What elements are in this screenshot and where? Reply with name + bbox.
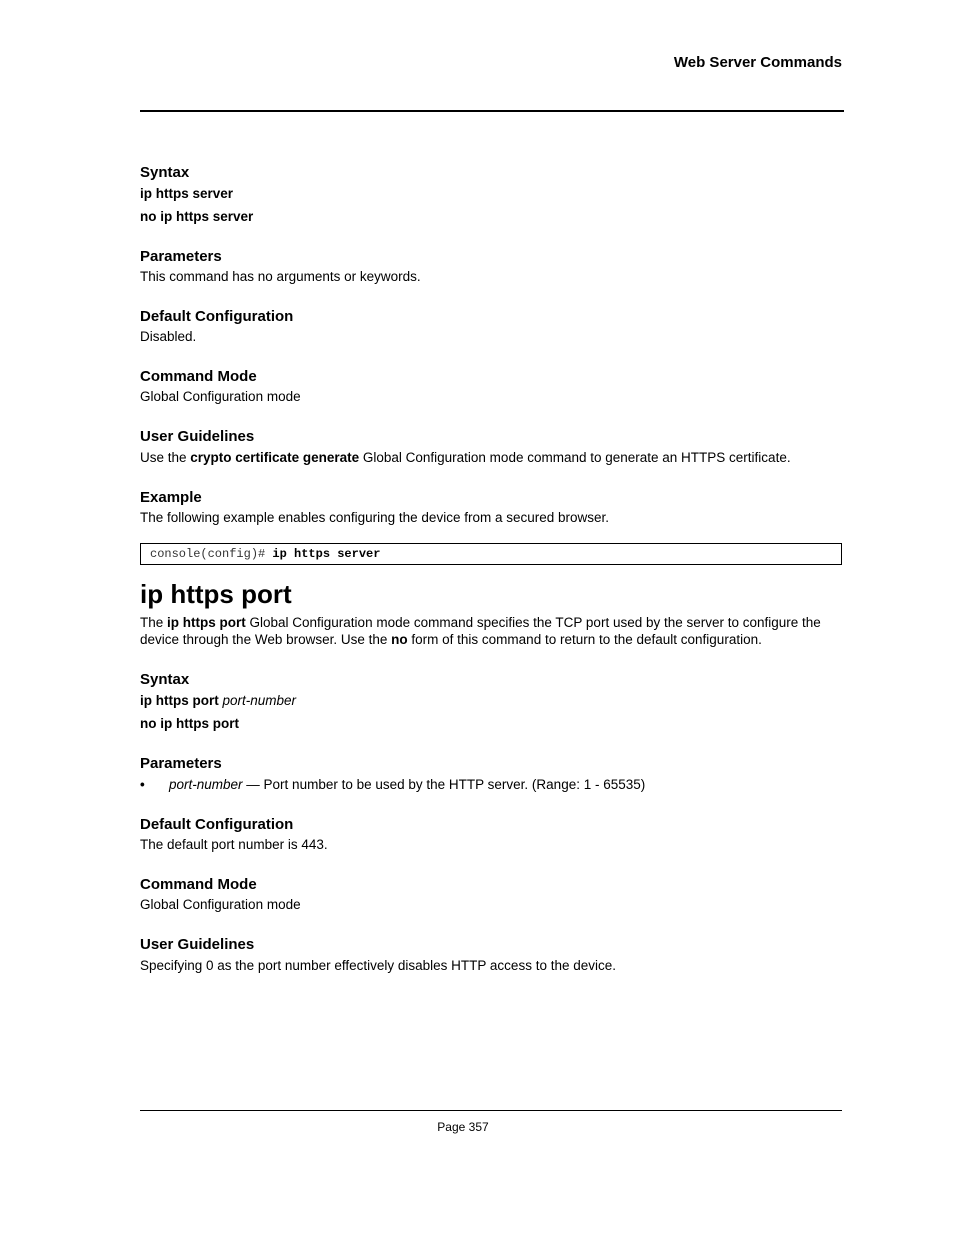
code-command: ip https server (272, 547, 381, 561)
text-run: form of this command to return to the default configuration. (407, 632, 762, 647)
user-guidelines-text (140, 449, 842, 466)
header-rule (140, 110, 844, 112)
command-mode-heading: Command Mode (140, 876, 257, 893)
parameters-heading: Parameters (140, 248, 222, 265)
page-number: Page 357 (437, 1120, 489, 1134)
code-prompt: console(config)# (150, 547, 273, 561)
syntax-line: no ip https port (140, 716, 239, 731)
bullet-icon: • (140, 777, 145, 792)
command-mode-heading: Command Mode (140, 368, 257, 385)
text-run: Global Configuration mode command specifies the TCP port used by the server to configure the device through the Web browser. Use the (140, 615, 821, 647)
text-run: Global Configuration mode command to generate an HTTPS certificate. (359, 450, 791, 465)
default-config-heading: Default Configuration (140, 308, 294, 325)
syntax-line: ip https server (140, 186, 234, 201)
command-mode-section (140, 876, 842, 913)
parameter-list-item (140, 776, 842, 793)
user-guidelines-text: Specifying 0 as the port number effectively disables HTTP access to the device. (140, 958, 616, 973)
user-guidelines-heading: User Guidelines (140, 936, 255, 953)
command-keyword: ip https port (140, 693, 219, 708)
command-mode-text: Global Configuration mode (140, 897, 301, 912)
text-run: The (140, 615, 168, 630)
command-title: ip https port (140, 579, 292, 609)
running-header: Web Server Commands (673, 54, 842, 71)
parameters-heading: Parameters (140, 755, 222, 772)
default-config-text: Disabled. (140, 329, 197, 344)
syntax-heading: Syntax (140, 671, 190, 688)
argument-name: port-number (222, 693, 297, 708)
example-heading: Example (140, 489, 202, 506)
syntax-section (140, 671, 842, 732)
default-config-section (140, 308, 842, 345)
parameter-text (169, 776, 645, 793)
text-run: Use the (140, 450, 191, 465)
default-config-heading: Default Configuration (140, 816, 294, 833)
command-description (140, 614, 842, 648)
command-mode-text: Global Configuration mode (140, 389, 301, 404)
example-text: The following example enables configuring the device from a secured browser. (140, 510, 610, 525)
example-section (140, 489, 842, 565)
argument-name: port-number (169, 777, 243, 792)
command-keyword: crypto certificate generate (190, 450, 360, 465)
syntax-line: no ip https server (140, 209, 254, 224)
syntax-section (140, 164, 842, 225)
page-content (140, 164, 842, 997)
parameters-section (140, 755, 842, 793)
parameters-section (140, 248, 842, 285)
command-keyword: ip https port (167, 615, 246, 630)
syntax-heading: Syntax (140, 164, 190, 181)
user-guidelines-section (140, 936, 842, 974)
default-config-section (140, 816, 842, 853)
footer-rule (140, 1110, 842, 1111)
command-keyword: no (391, 632, 408, 647)
parameters-text: This command has no arguments or keywords. (140, 269, 421, 284)
code-example (140, 543, 842, 565)
command-mode-section (140, 368, 842, 405)
user-guidelines-heading: User Guidelines (140, 428, 255, 445)
user-guidelines-section (140, 428, 842, 466)
default-config-text: The default port number is 443. (140, 837, 328, 852)
syntax-line (140, 692, 842, 709)
text-run: — Port number to be used by the HTTP server. (Range: 1 - 65535) (242, 777, 646, 792)
